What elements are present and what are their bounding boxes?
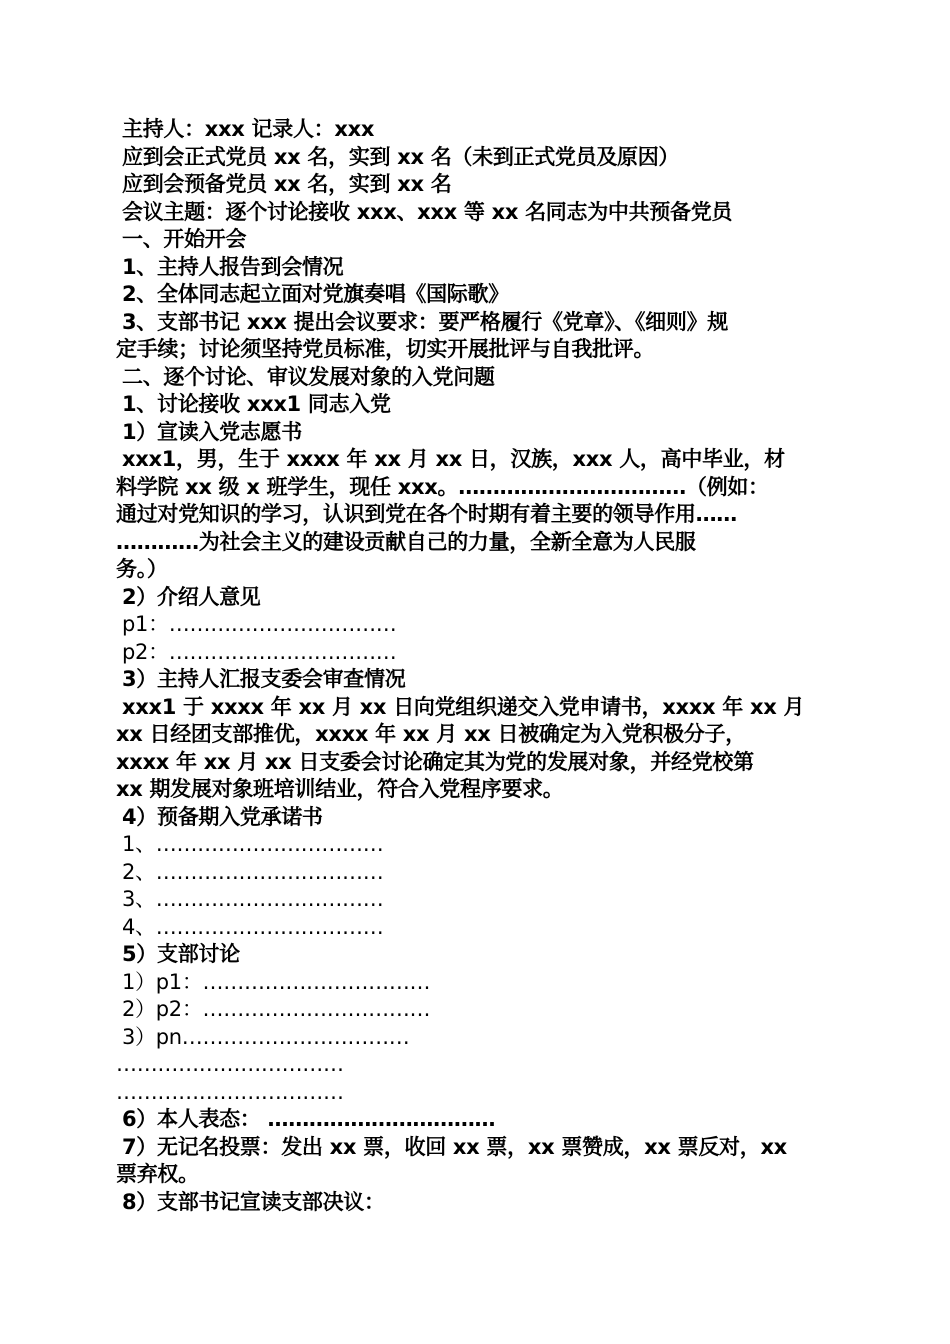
text-line: 4、…………………………… [122, 914, 384, 939]
text-line: 3、…………………………… [122, 887, 384, 911]
text-line: 料学院 xx 级 x 班学生，现任 xxx。……………………………（例如： [116, 474, 769, 499]
text-line: 6）本人表态： …………………………… [122, 1107, 496, 1131]
text-line: xx 期发展对象班培训结业，符合入党程序要求。 [116, 777, 564, 801]
text-line: …………为社会主义的建设贡献自己的力量，全新全意为人民服 [116, 529, 696, 554]
text-line: xxx1 于 xxxx 年 xx 月 xx 日向党组织递交入党申请书，xxxx 年 xx 月 [122, 694, 805, 719]
text-line: 1、主持人报告到会情况 [122, 254, 344, 279]
text-line: 1、…………………………… [122, 832, 384, 856]
text-line: 会议主题：逐个讨论接收 xxx、xxx 等 xx 名同志为中共预备党员 [122, 199, 733, 224]
text-line: xxx1，男，生于 xxxx 年 xx 月 xx 日，汉族，xxx 人，高中毕业，材 [122, 447, 785, 471]
text-line: 2）p2：…………………………… [122, 997, 431, 1021]
text-line: 通过对党知识的学习，认识到党在各个时期有着主要的领导作用…… [116, 502, 737, 526]
text-line: 4）预备期入党承诺书 [122, 804, 323, 829]
text-line: 2）介绍人意见 [122, 584, 261, 609]
section-heading: 二、逐个讨论、审议发展对象的入党问题 [122, 364, 495, 389]
text-line: 1）宣读入党志愿书 [122, 419, 302, 444]
text-line: p2：…………………………… [122, 639, 397, 664]
section-heading: 一、开始开会 [122, 227, 247, 251]
text-line: xxxx 年 xx 月 xx 日支委会讨论确定其为党的发展对象，并经党校第 [116, 749, 754, 774]
text-line: 主持人：xxx 记录人：xxx [122, 117, 375, 141]
text-line: p1：…………………………… [122, 612, 397, 636]
text-line: …………………………… [116, 1052, 344, 1076]
text-line: 3）主持人汇报支委会审查情况 [122, 667, 406, 691]
text-line: …………………………… [116, 1079, 344, 1104]
text-line: 3）pn…………………………… [122, 1024, 410, 1049]
text-line: 2、全体同志起立面对党旗奏唱《国际歌》 [122, 282, 509, 306]
meeting-minutes-body [116, 116, 836, 1216]
text-line: 定手续；讨论须坚持党员标准，切实开展批评与自我批评。 [116, 337, 655, 361]
text-line: 应到会正式党员 xx 名，实到 xx 名（未到正式党员及原因） [122, 144, 680, 169]
text-line: 务。） [116, 557, 168, 581]
text-line: 应到会预备党员 xx 名，实到 xx 名 [122, 172, 452, 196]
text-line: 3、支部书记 xxx 提出会议要求：要严格履行《党章》、《细则》规 [122, 309, 728, 334]
text-line: 7）无记名投票：发出 xx 票，收回 xx 票，xx 票赞成，xx 票反对，xx [122, 1134, 787, 1159]
text-line: 1）p1：…………………………… [122, 969, 431, 994]
text-line: 票弃权。 [116, 1162, 199, 1186]
text-line: xx 日经团支部推优，xxxx 年 xx 月 xx 日被确定为入党积极分子， [116, 722, 746, 746]
text-line: 2、…………………………… [122, 859, 384, 884]
text-line: 1、讨论接收 xxx1 同志入党 [122, 392, 391, 416]
text-line: 5）支部讨论 [122, 942, 240, 966]
text-line: 8）支部书记宣读支部决议： [122, 1189, 385, 1214]
